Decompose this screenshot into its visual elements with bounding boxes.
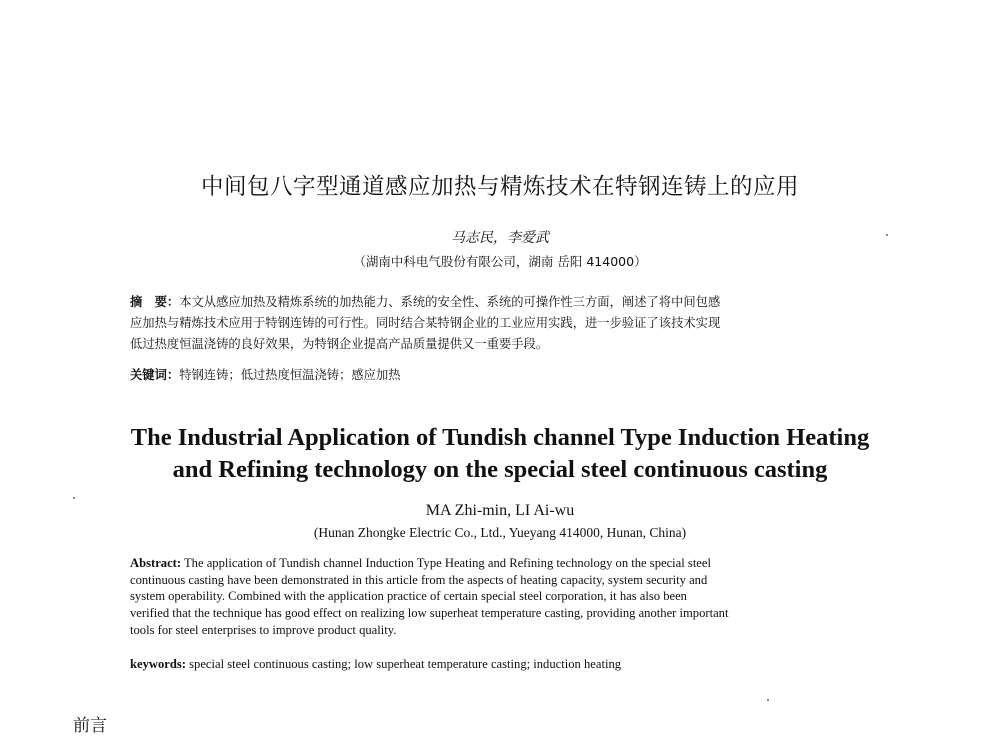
- english-abstract-line: tools for steel enterprises to improve product quality.: [130, 622, 397, 637]
- chinese-abstract-line: 应加热与精炼技术应用于特钢连铸的可行性。同时结合某特钢企业的工业应用实践，进一步验证了该技术实现: [130, 315, 721, 330]
- english-keywords-text: special steel continuous casting; low superheat temperature casting; induction heating: [189, 657, 622, 671]
- chinese-abstract-line: 低过热度恒温浇铸的良好效果，为特钢企业提高产品质量提供又一重要手段。: [130, 336, 549, 351]
- chinese-abstract-text: 本文从感应加热及精炼系统的加热能力、系统的安全性、系统的可操作性三方面，阐述了将中间包感: [179, 295, 721, 309]
- english-authors: MA Zhi-min, LI Ai-wu: [425, 502, 575, 519]
- chinese-abstract-label: 摘 要：: [130, 295, 180, 309]
- chinese-title: 中间包八字型通道感应加热与精炼技术在特钢连铸上的应用: [200, 174, 799, 200]
- english-abstract-line: [130, 555, 874, 572]
- english-title-line: and Refining technology on the special steel continuous casting: [172, 456, 828, 483]
- english-abstract: [130, 555, 874, 639]
- english-affiliation: (Hunan Zhongke Electric Co., Ltd., Yueyang 414000, Hunan, China): [313, 525, 687, 540]
- chinese-abstract-line: [130, 292, 872, 313]
- english-abstract-line: continuous casting have been demonstrated in this article from the aspects of heating capacity, system security and: [130, 572, 708, 587]
- chinese-authors: 马志民，李爱武: [451, 230, 549, 246]
- scan-speck: [767, 699, 769, 701]
- section-heading: 前言: [73, 716, 107, 736]
- scan-speck: [73, 497, 75, 499]
- chinese-affiliation: （湖南中科电气股份有限公司，湖南 岳阳 414000）: [353, 254, 647, 269]
- english-abstract-text: The application of Tundish channel Induction Type Heating and Refining technology on the special steel: [183, 556, 711, 570]
- chinese-keywords-label: 关键词：: [130, 368, 180, 382]
- english-abstract-label: Abstract:: [130, 556, 182, 570]
- english-abstract-line: verified that the technique has good effect on realizing low superheat temperature casting, providing another important: [130, 606, 729, 621]
- scan-speck: [886, 234, 888, 236]
- english-title: [0, 422, 1000, 486]
- english-keywords: [130, 657, 874, 672]
- english-abstract-line: system operability. Combined with the application practice of certain special steel corporation, it has also been: [130, 589, 687, 604]
- chinese-abstract: [130, 292, 872, 354]
- chinese-keywords: [130, 365, 872, 383]
- english-keywords-label: keywords:: [130, 657, 186, 671]
- chinese-keywords-text: 特钢连铸；低过热度恒温浇铸；感应加热: [179, 368, 401, 382]
- english-title-line: The Industrial Application of Tundish channel Type Induction Heating: [130, 424, 870, 451]
